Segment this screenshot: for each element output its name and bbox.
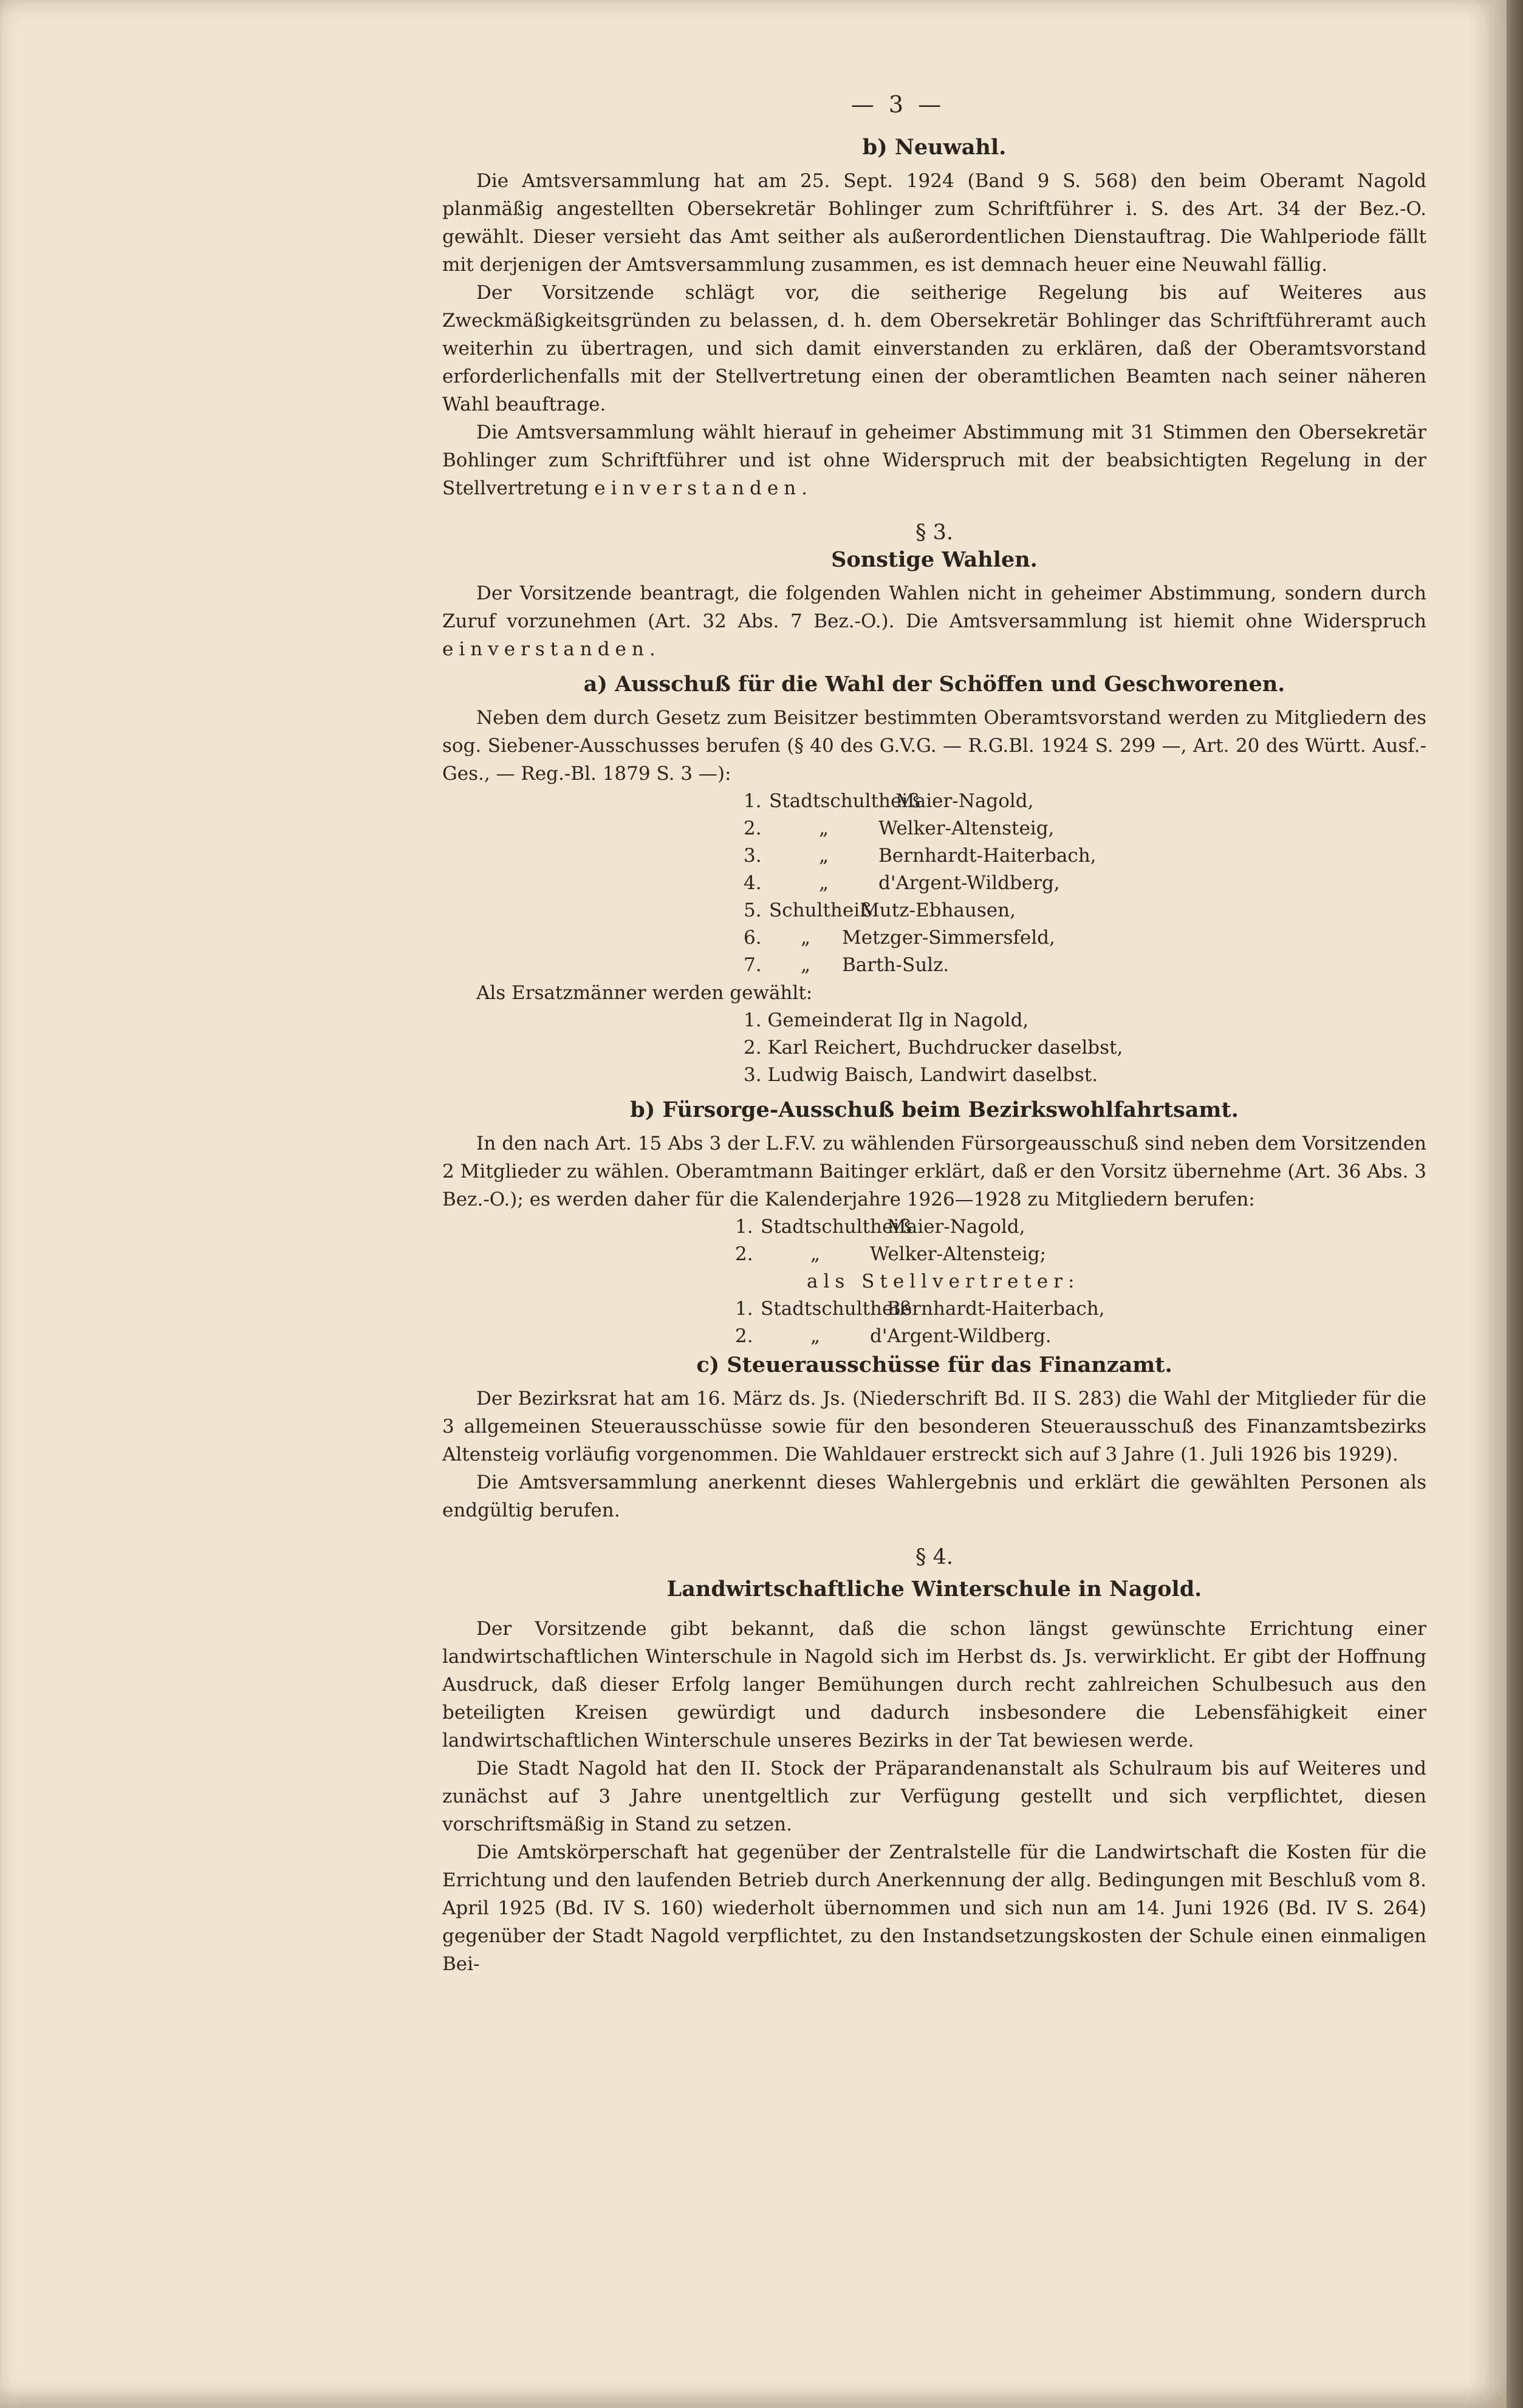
list-item: 1. Stadtschultheiß Bernhardt-Haiterbach, (735, 1298, 1105, 1320)
list-item: 7. „ Barth-Sulz. (744, 954, 950, 976)
spaced-word: einverstanden. (594, 477, 813, 499)
paragraph-text: Die Amtsversammlung wählt hierauf in geheimer Abstimmung mit 31 Stimmen den Obersekretär Bohlinger zum Schriftführer und ist ohne Widerspruch mit der beabsichtigten Regelung in der Stellvertretung (442, 421, 1426, 499)
paragraph: Als Ersatzmänner werden gewählt: (476, 982, 813, 1004)
page-number: — 3 — (850, 91, 945, 118)
list-item: 1. Gemeinderat Ilg in Nagold, (744, 1009, 1029, 1031)
paragraph: Die Amtsversammlung hat am 25. Sept. 1924 (Band 9 S. 568) den beim Oberamt Nagold planmäßig angestellten Obersekretär Bohlinger zum Schriftführer i. S. des Art. 34 der Bez.-O. gewählt. Dieser versieht das Amt seither als außerordentlichen Dienstauftrag. Die Wahlperiode fällt mit derjenigen der Amtsversammlung zusammen, es ist demnach heuer eine Neuwahl fällig. (442, 170, 1426, 276)
section-title: Sonstige Wahlen. (831, 547, 1038, 572)
list-item: 2. Karl Reichert, Buchdrucker daselbst, (744, 1037, 1123, 1059)
section-number: § 3. (915, 520, 954, 545)
paragraph-text: Der Vorsitzende beantragt, die folgenden Wahlen nicht in geheimer Abstimmung, sondern durch Zuruf vorzunehmen (Art. 32 Abs. 7 Bez.-O.). Die Amtsversammlung ist hiemit ohne Widerspruch (442, 582, 1426, 632)
paragraph: Der Vorsitzende schlägt vor, die seitherige Regelung bis auf Weiteres aus Zweckmäßigkeitsgründen zu belassen, d. h. dem Obersekretär Bohlinger das Schriftführeramt auch weiterhin zu übertragen, und sich damit einverstanden zu erklären, daß der Oberamtsvorstand erforderlichenfalls mit der Stellvertretung einen der oberamtlichen Beamten nach seiner näheren Wahl beauftrage. (442, 282, 1426, 415)
list-item: 5. Schultheiß Mutz-Ebhausen, (744, 899, 1016, 921)
paragraph: Die Amtsversammlung anerkennt dieses Wahlergebnis und erklärt die gewählten Personen als endgültig berufen. (442, 1472, 1426, 1521)
list-item: 4. „ d'Argent-Wildberg, (744, 872, 1060, 894)
welfare-deputies (735, 1295, 1426, 1350)
list-item: 6. „ Metzger-Simmersfeld, (744, 927, 1055, 949)
subheading-c: c) Steuerausschüsse für das Finanzamt. (696, 1352, 1172, 1377)
list-item: 2. „ Welker-Altensteig, (744, 817, 1055, 839)
paragraph: Die Amtskörperschaft hat gegenüber der Zentralstelle für die Landwirtschaft die Kosten für die Errichtung und den laufenden Betrieb durch Anerkennung der allg. Bedingungen mit Beschluß vom 8. April 1925 (Bd. IV S. 160) wiederholt übernommen und sich nun am 14. Juni 1926 (Bd. IV S. 264) gegenüber der Stadt Nagold verpflichtet, zu den Instandsetzungskosten der Schule einen einmaligen Bei- (442, 1841, 1426, 1975)
paragraph: In den nach Art. 15 Abs 3 der L.F.V. zu wählenden Fürsorgeausschuß sind neben dem Vorsitzenden 2 Mitglieder zu wählen. Oberamtmann Baitinger erklärt, daß er den Vorsitz übernehme (Art. 36 Abs. 3 Bez.-O.); es werden daher für die Kalenderjahre 1926—1928 zu Mitgliedern berufen: (442, 1133, 1426, 1210)
deputies-label: als Stellvertreter: (807, 1271, 1080, 1292)
subheading-b: b) Fürsorge-Ausschuß beim Bezirkswohlfahrtsamt. (630, 1097, 1239, 1122)
heading-neuwahl: b) Neuwahl. (862, 135, 1007, 160)
section-title: Landwirtschaftliche Winterschule in Nagold. (666, 1577, 1202, 1601)
list-item: 2. „ d'Argent-Wildberg. (735, 1325, 1052, 1347)
paragraph (442, 579, 1426, 663)
spaced-word: einverstanden. (442, 638, 661, 660)
paragraph: Die Stadt Nagold hat den II. Stock der Präparandenanstalt als Schulraum bis auf Weiteres und zunächst auf 3 Jahre unentgeltlich zur Verfügung gestellt und sich verpflichtet, diesen vorschriftsmäßig in Stand zu setzen. (442, 1758, 1426, 1835)
paragraph: Der Vorsitzende gibt bekannt, daß die schon längst gewünschte Errichtung einer landwirtschaftlichen Winterschule in Nagold sich im Herbst ds. Js. verwirklicht. Er gibt der Hoffnung Ausdruck, daß dieser Erfolg langer Bemühungen durch recht zahlreichen Schulbesuch aus den beteiligten Kreisen gewürdigt und dadurch insbesondere die Lebensfähigkeit einer landwirtschaftlichen Winterschule unseres Bezirks in der Tat bewiesen werde. (442, 1618, 1426, 1751)
list-item: 3. „ Bernhardt-Haiterbach, (744, 845, 1097, 867)
page-edge (1507, 0, 1523, 2408)
substitute-list (744, 1007, 1426, 1089)
paragraph: Neben dem durch Gesetz zum Beisitzer bestimmten Oberamtsvorstand werden zu Mitgliedern des sog. Siebener-Ausschusses berufen (§ 40 des G.V.G. — R.G.Bl. 1924 S. 299 —, Art. 20 des Württ. Ausf.-Ges., — Reg.-Bl. 1879 S. 3 —): (442, 707, 1426, 785)
page-content (442, 91, 1426, 1978)
paragraph: Der Bezirksrat hat am 16. März ds. Js. (Niederschrift Bd. II S. 283) die Wahl der Mitglieder für die 3 allgemeinen Steuerausschüsse sowie für den besonderen Steuerausschuß des Finanzamtsbezirks Altensteig vorläufig vorgenommen. Die Wahldauer erstreckt sich auf 3 Jahre (1. Juli 1926 bis 1929). (442, 1388, 1426, 1465)
list-item: 1. Stadtschultheiß Maier-Nagold, (744, 790, 1034, 812)
subheading-a: a) Ausschuß für die Wahl der Schöffen und Geschworenen. (583, 672, 1285, 697)
section-number: § 4. (915, 1545, 954, 1569)
list-item: 1. Stadtschultheiß Maier-Nagold, (735, 1216, 1025, 1238)
list-item: 2. „ Welker-Altensteig; (735, 1243, 1047, 1265)
list-item: 3. Ludwig Baisch, Landwirt daselbst. (744, 1064, 1098, 1086)
committee-list (744, 788, 1426, 979)
welfare-members (735, 1213, 1426, 1268)
paragraph (442, 418, 1426, 502)
